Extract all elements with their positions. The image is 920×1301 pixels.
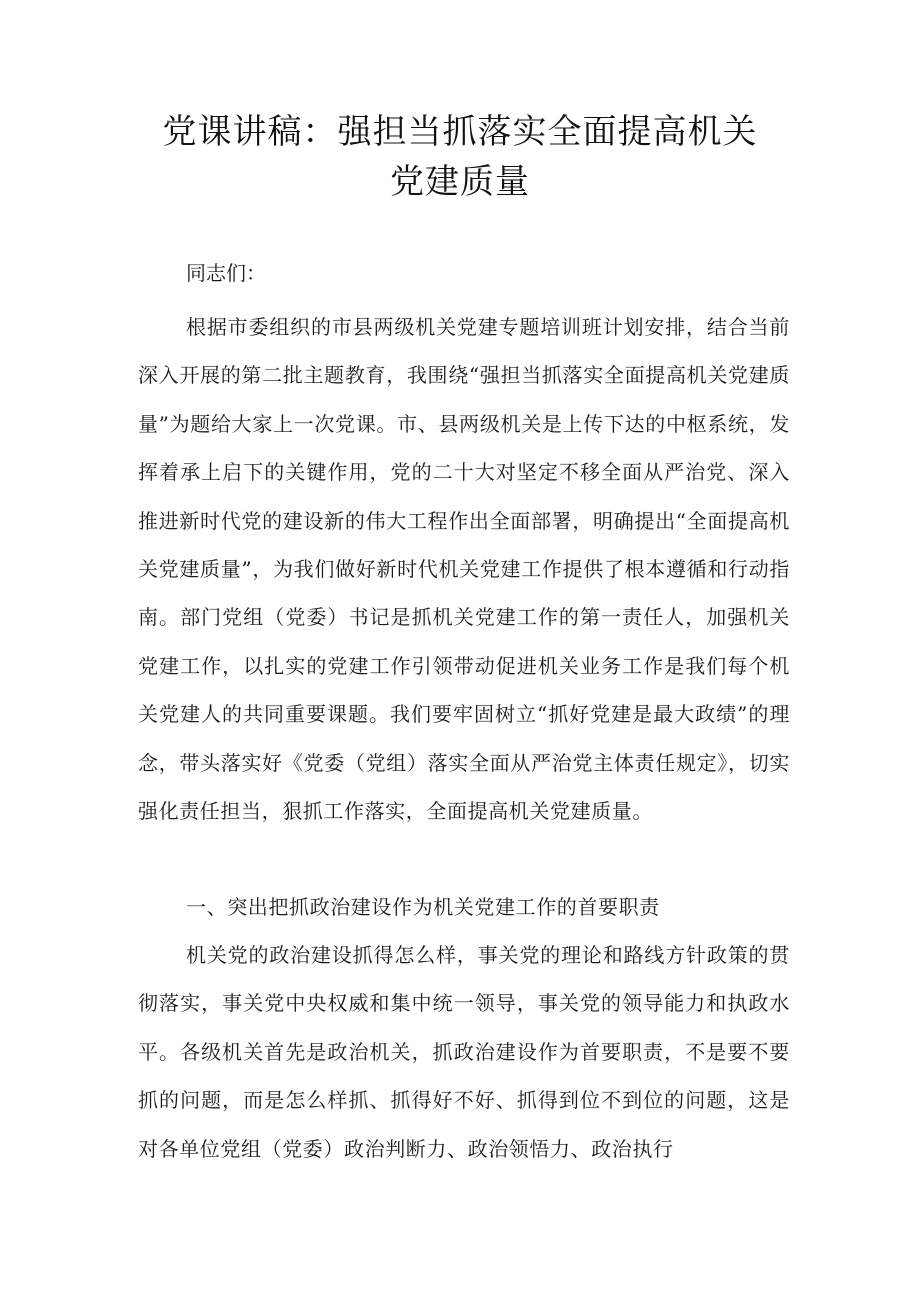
salutation: 同志们： xyxy=(186,261,266,285)
section-heading-1: 一、突出把抓政治建设作为机关党建工作的首要职责 xyxy=(186,895,660,919)
paragraph-section-1: 机关党的政治建设抓得怎么样，事关党的理论和路线方针政策的贯彻落实，事关党中央权威和集中统一领导，事关党的领导能力和执政水平。各级机关首先是政治机关，抓政治建设作为首要职责，不是要不要抓的问题，而是怎么样抓、抓得好不好、抓得到位不到位的问题，这是对各单位党组（党委）政治判断力、政治领悟力、政治执行 xyxy=(138,943,790,1161)
document-title-line-2: 党建质量 xyxy=(390,162,530,202)
paragraph-intro: 根据市委组织的市县两级机关党建专题培训班计划安排，结合当前深入开展的第二批主题教育，我围绕“强担当抓落实全面提高机关党建质量”为题给大家上一次党课。市、县两级机关是上传下达的中枢系统，发挥着承上启下的关键作用，党的二十大对坚定不移全面从严治党、深入推进新时代党的建设新的伟大工程作出全面部署，明确提出“全面提高机关党建质量”，为我们做好新时代机关党建工作提供了根本遵循和行动指南。部门党组（党委）书记是抓机关党建工作的第一责任人，加强机关党建工作，以扎实的党建工作引领带动促进机关业务工作是我们每个机关党建人的共同重要课题。我们要牢固树立“抓好党建是最大政绩”的理念，带头落实好《党委（党组）落实全面从严治党主体责任规定》，切实强化责任担当，狠抓工作落实，全面提高机关党建质量。 xyxy=(138,315,790,824)
document-title-line-1: 党课讲稿：强担当抓落实全面提高机关 xyxy=(162,112,758,152)
